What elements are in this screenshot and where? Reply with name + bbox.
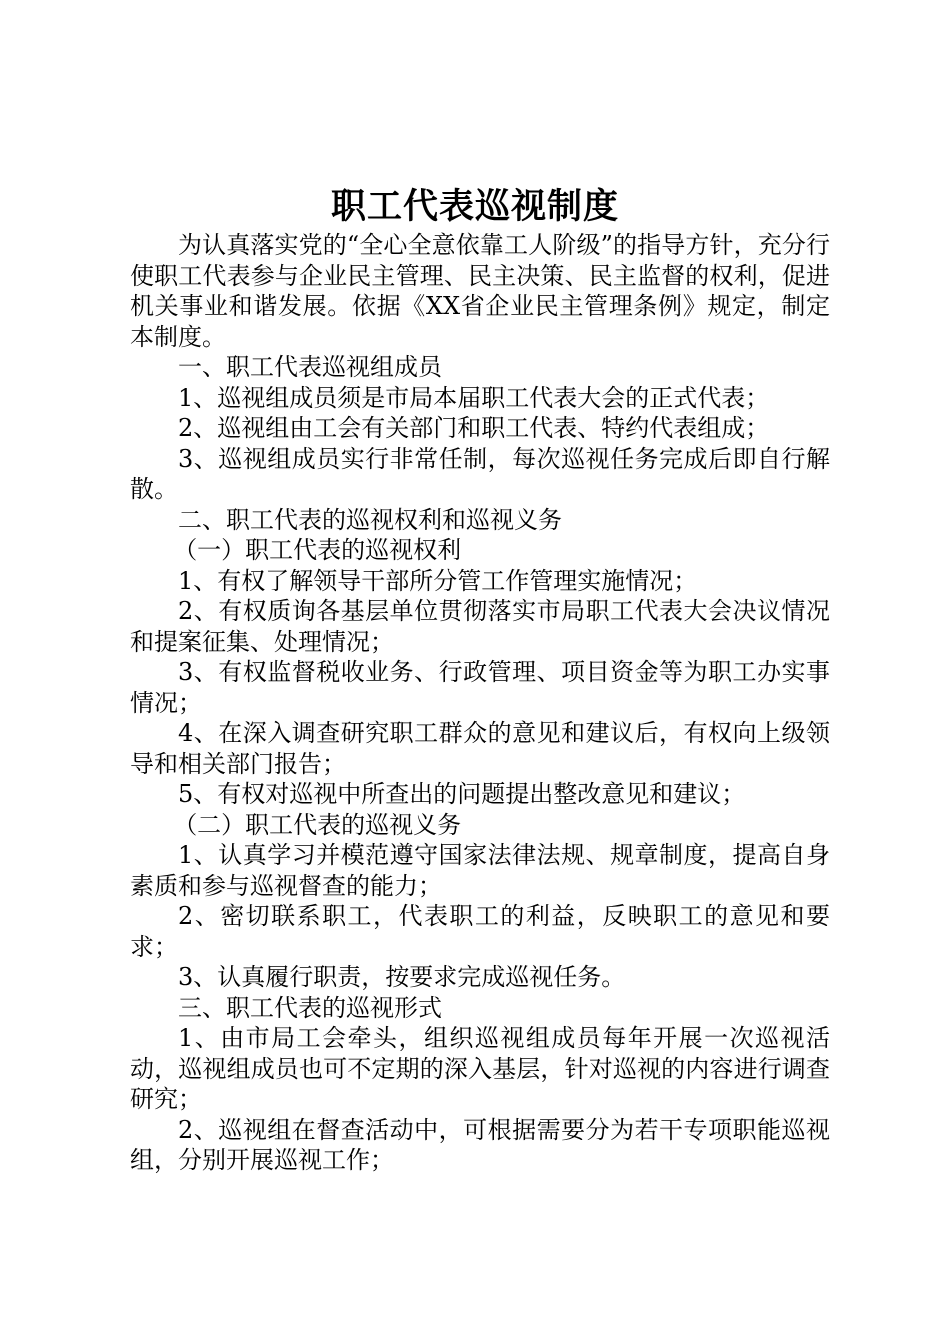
document-title: 职工代表巡视制度 <box>330 186 619 227</box>
paragraph-item: 1、巡视组成员须是市局本届职工代表大会的正式代表； <box>178 383 770 412</box>
paragraph-item: 3、巡视组成员实行非常任制，每次巡视任务完成后即自行解散。 <box>130 444 830 503</box>
paragraph-item: 2、巡视组在督查活动中，可根据需要分为若干专项职能巡视组，分别开展巡视工作； <box>130 1115 830 1174</box>
section-heading-2: 二、职工代表的巡视权利和巡视义务 <box>178 505 562 534</box>
paragraph-item: 1、由市局工会牵头，组织巡视组成员每年开展一次巡视活动，巡视组成员也可不定期的深入基层，针对巡视的内容进行调查研究； <box>130 1024 830 1113</box>
paragraph-item: 2、有权质询各基层单位贯彻落实市局职工代表大会决议情况和提案征集、处理情况； <box>130 597 830 656</box>
paragraph-item: 1、认真学习并模范遵守国家法律法规、规章制度，提高自身素质和参与巡视督查的能力； <box>130 841 830 900</box>
paragraph-item: 5、有权对巡视中所查出的问题提出整改意见和建议； <box>178 780 746 808</box>
paragraph-item: 3、有权监督税收业务、行政管理、项目资金等为职工办实事情况； <box>130 658 830 717</box>
subsection-heading-rights: （一）职工代表的巡视权利 <box>173 536 462 564</box>
section-heading-1: 一、职工代表巡视组成员 <box>178 353 442 381</box>
paragraph-item: 1、有权了解领导干部所分管工作管理实施情况； <box>178 566 698 595</box>
document-body <box>130 230 830 1176</box>
paragraph-item: 4、在深入调查研究职工群众的意见和建议后，有权向上级领导和相关部门报告； <box>130 719 830 778</box>
paragraph-item: 3、认真履行职责，按要求完成巡视任务。 <box>178 963 626 991</box>
paragraph-intro: 为认真落实党的“全心全意依靠工人阶级”的指导方针，充分行使职工代表参与企业民主管理、民主决策、民主监督的权利，促进机关事业和谐发展。依据《XX省企业民主管理条例》规定，制定本制度。 <box>130 231 830 351</box>
paragraph-item: 2、密切联系职工，代表职工的利益，反映职工的意见和要求； <box>130 902 830 961</box>
section-heading-3: 三、职工代表的巡视形式 <box>178 993 442 1022</box>
paragraph-item: 2、巡视组由工会有关部门和职工代表、特约代表组成； <box>178 414 770 442</box>
subsection-heading-duties: （二）职工代表的巡视义务 <box>173 810 462 839</box>
